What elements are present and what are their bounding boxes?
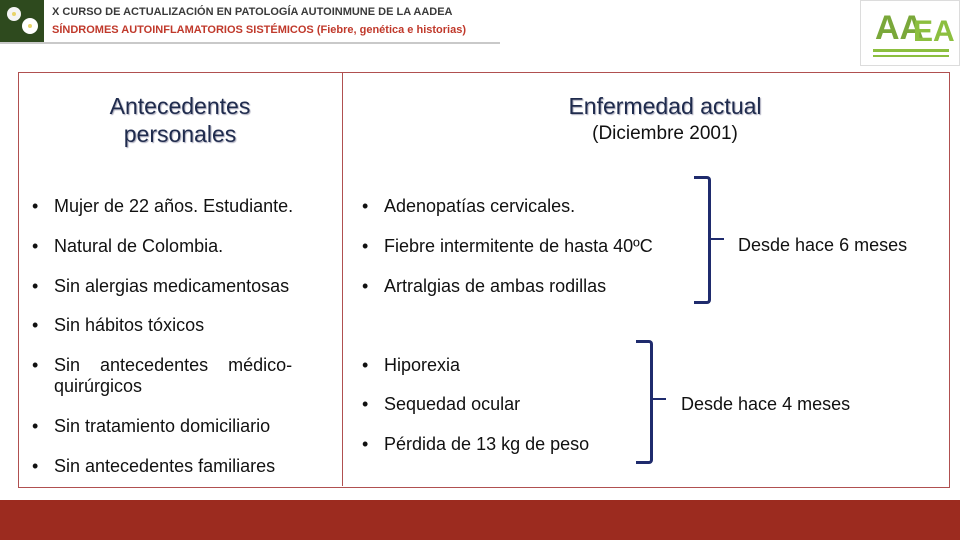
bullet-icon: • (362, 394, 369, 414)
left-item (32, 416, 271, 437)
left-item (32, 196, 294, 217)
bullet-icon: • (32, 456, 39, 476)
bullet-icon: • (32, 315, 39, 335)
right-item-text: Sequedad ocular (384, 394, 521, 414)
bullet-icon: • (32, 355, 39, 375)
left-item (32, 236, 224, 257)
left-item (32, 276, 290, 297)
right-item-text: Fiebre intermitente de hasta 40ºC (384, 236, 653, 256)
svg-text:EA: EA (913, 15, 955, 48)
course-title: X CURSO DE ACTUALIZACIÓN EN PATOLOGÍA AUTOINMUNE DE LA AADEA (52, 6, 453, 18)
left-item (32, 456, 276, 477)
left-item-text-cont: quirúrgicos (54, 376, 143, 396)
bullet-icon: • (362, 196, 369, 216)
left-heading (60, 92, 300, 148)
right-item-text: Pérdida de 13 kg de peso (384, 434, 590, 454)
right-subheading: (Diciembre 2001) (592, 123, 738, 144)
right-item (362, 196, 576, 217)
right-item-text: Adenopatías cervicales. (384, 196, 576, 216)
course-subtitle: SÍNDROMES AUTOINFLAMATORIOS SISTÉMICOS (Fiebre, genética e historias) (52, 24, 466, 36)
right-item-text: Artralgias de ambas rodillas (384, 276, 607, 296)
left-item-text: Sin antecedentes médico- (54, 355, 293, 375)
bracket-tick (652, 398, 666, 400)
bracket-group1 (694, 176, 711, 304)
bullet-icon: • (362, 276, 369, 296)
right-item (362, 236, 653, 257)
right-heading: Enfermedad actual (568, 93, 762, 119)
bracket-tick (710, 238, 724, 240)
bullet-icon: • (362, 355, 369, 375)
left-item-text: Sin antecedentes familiares (54, 456, 276, 476)
duration-note-6-months: Desde hace 6 meses (738, 235, 908, 255)
bullet-icon: • (32, 276, 39, 296)
right-item (362, 434, 590, 455)
right-item-text: Hiporexia (384, 355, 461, 375)
bullet-icon: • (32, 416, 39, 436)
left-item (32, 315, 205, 336)
left-item (32, 355, 336, 397)
bullet-icon: • (362, 236, 369, 256)
left-item-text: Mujer de 22 años. Estudiante. (54, 196, 294, 216)
bracket-group2 (636, 340, 653, 464)
bullet-icon: • (32, 236, 39, 256)
bullet-icon: • (362, 434, 369, 454)
right-item (362, 394, 521, 415)
right-item (362, 355, 461, 376)
flower-image (0, 0, 44, 42)
left-item-text: Sin tratamiento domiciliario (54, 416, 271, 436)
aadea-logo (860, 0, 960, 66)
duration-note-4-months: Desde hace 4 meses (681, 394, 851, 414)
bullet-icon: • (32, 196, 39, 216)
left-item-text: Natural de Colombia. (54, 236, 224, 256)
right-item (362, 276, 607, 297)
left-item-text: Sin hábitos tóxicos (54, 315, 205, 335)
header-banner (0, 0, 500, 44)
column-divider (342, 72, 343, 486)
footer-bar (0, 500, 960, 540)
svg-text:AA: AA (875, 9, 925, 47)
left-heading-line2: personales (123, 121, 237, 147)
left-item-text: Sin alergias medicamentosas (54, 276, 290, 296)
left-heading-line1: Antecedentes (109, 93, 251, 119)
